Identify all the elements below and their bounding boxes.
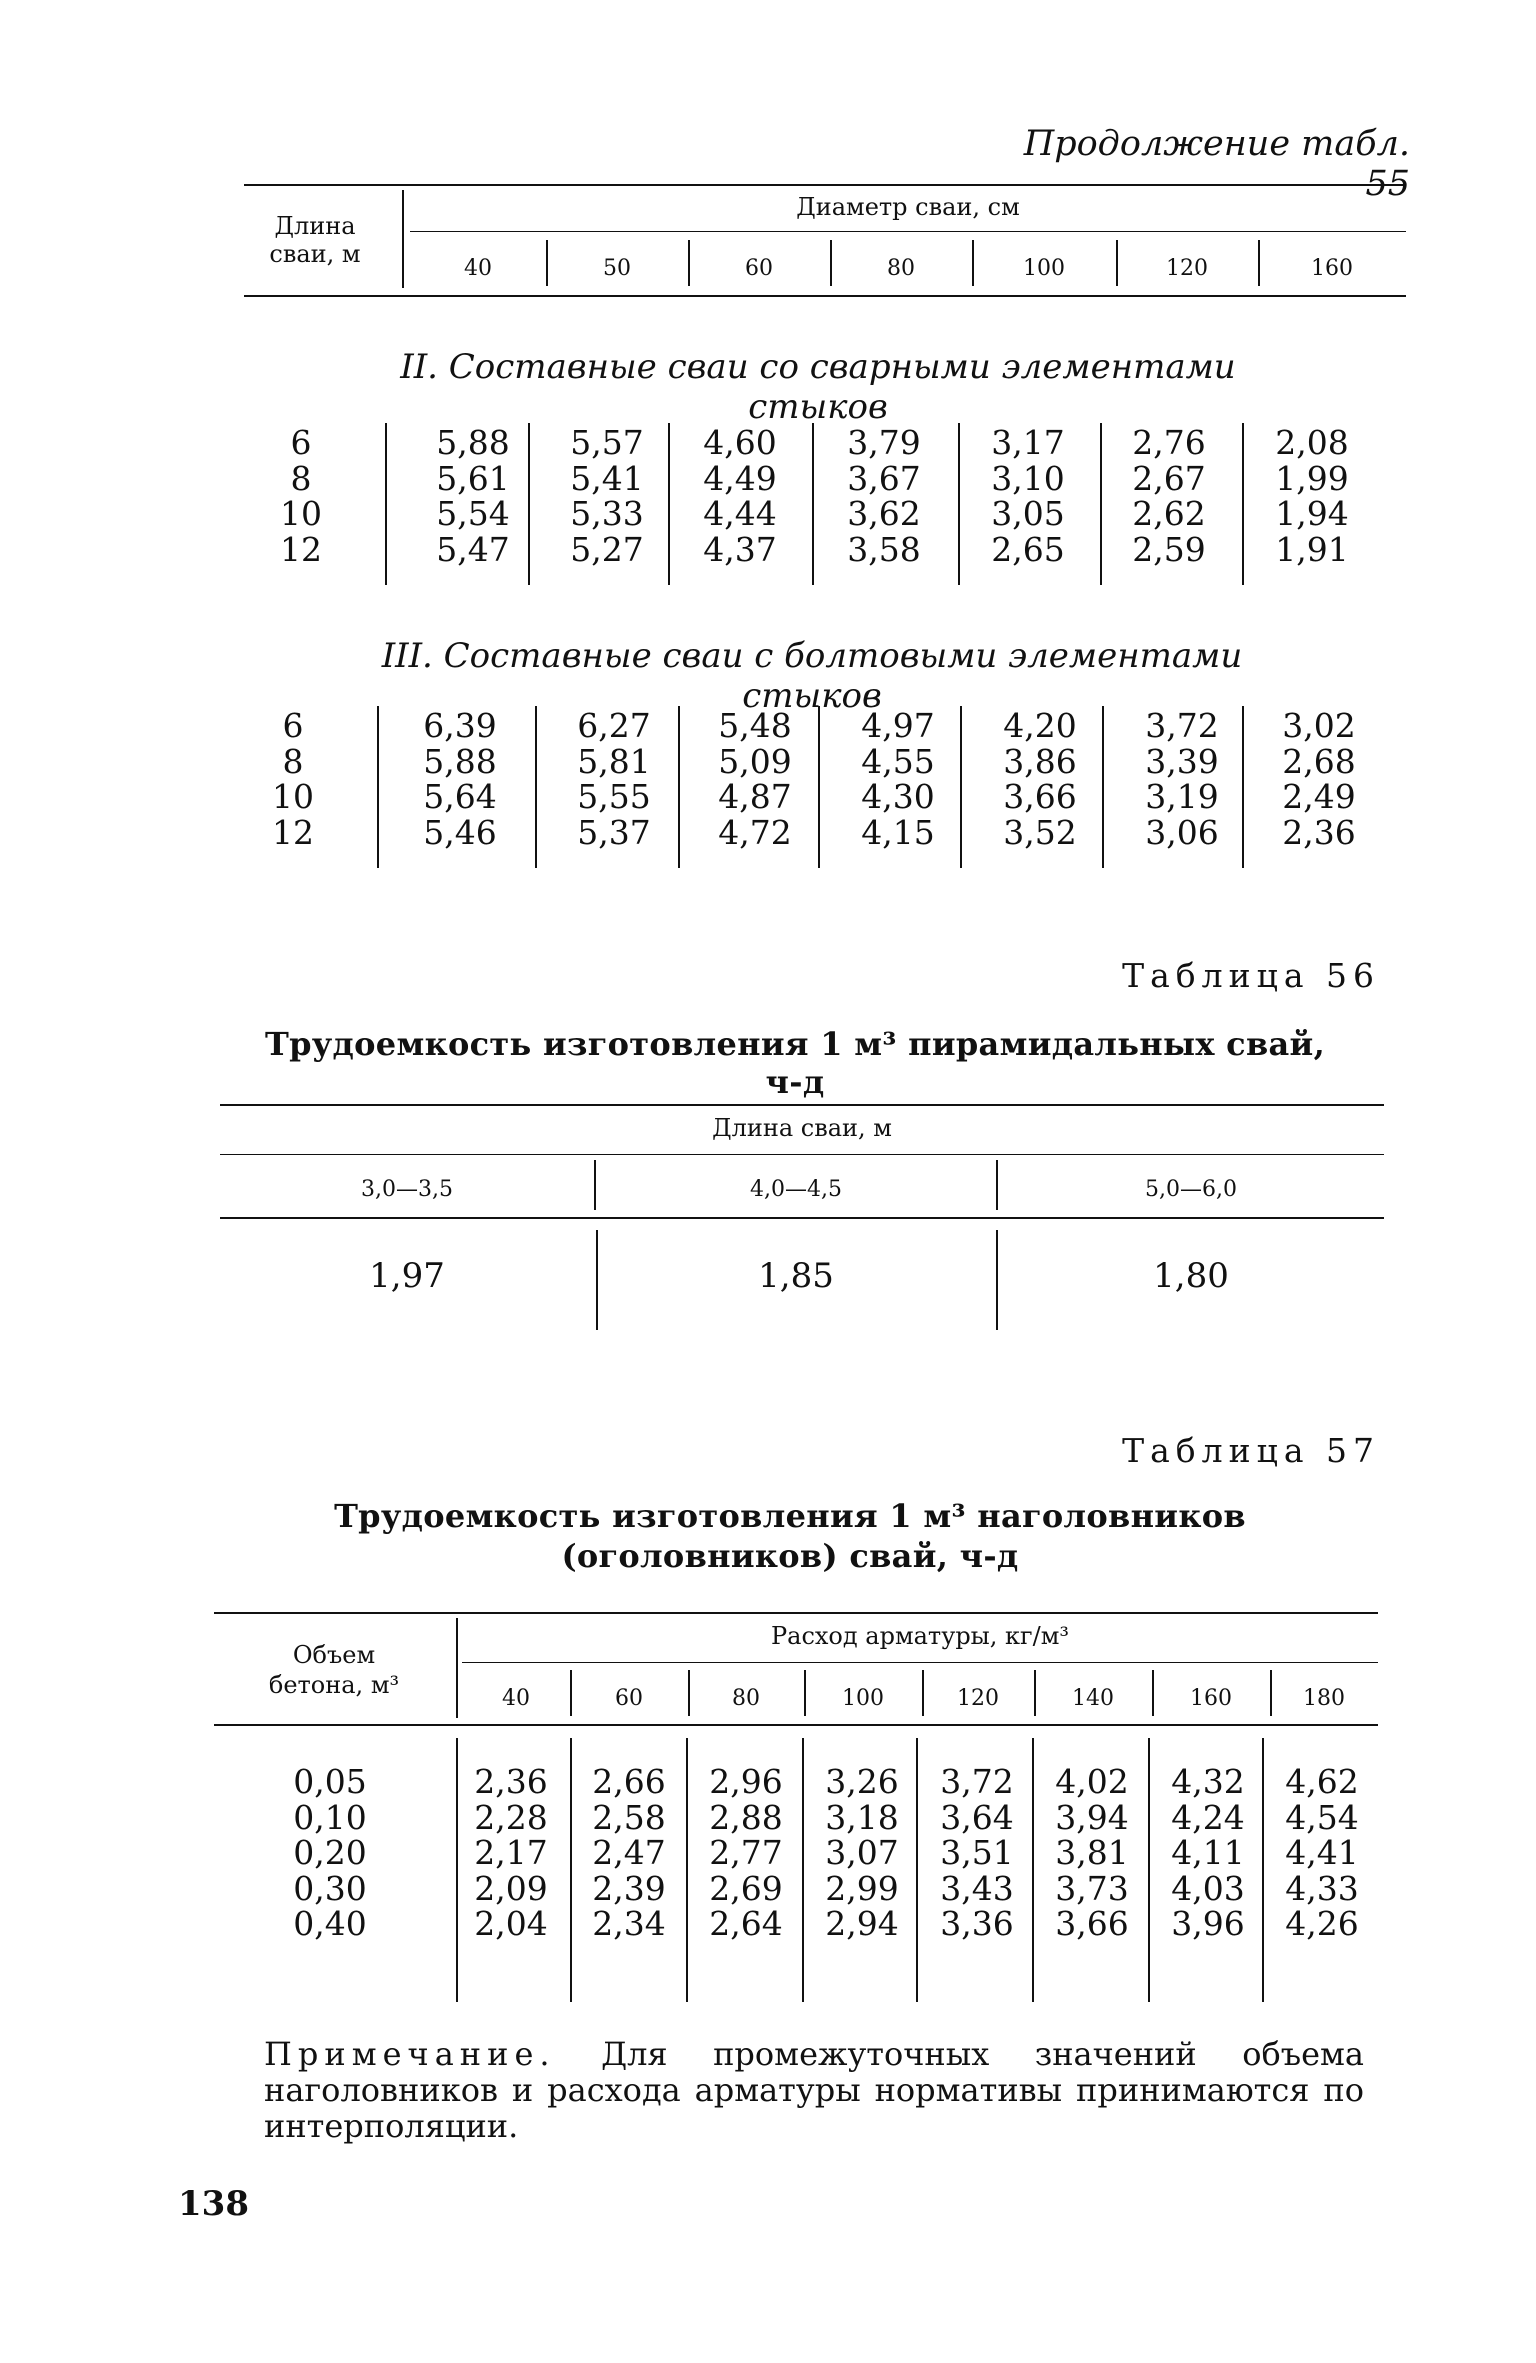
value-cell: 2,17 <box>474 1833 548 1872</box>
t56-group-rule <box>220 1154 1384 1155</box>
value-cell: 1,94 <box>1275 494 1349 533</box>
value-cell: 3,51 <box>940 1833 1014 1872</box>
value-cell: 4,37 <box>703 529 777 569</box>
rate-divider <box>1270 1670 1272 1716</box>
column-divider <box>385 423 387 585</box>
value-cell: 2,36 <box>1282 812 1356 852</box>
t57-top-rule <box>214 1612 1378 1614</box>
value-cell: 3,64 <box>940 1797 1014 1837</box>
value-cell: 3,10 <box>991 458 1065 498</box>
t57-title-line2: (оголовников) свай, ч-д <box>561 1537 1019 1575</box>
value-cell: 2,34 <box>592 1904 666 1943</box>
value-cell: 3,96 <box>1171 1904 1245 1943</box>
t56-range-1: 3,0—3,5 <box>361 1177 453 1202</box>
length-10: 10 <box>280 494 322 533</box>
diameter-divider <box>1116 240 1118 286</box>
t57-label: Таблица 57 <box>1122 1431 1380 1470</box>
column-divider <box>802 1738 804 2002</box>
value-cell: 5,37 <box>577 812 651 852</box>
column-divider <box>818 706 820 868</box>
t56-header-bottom-rule <box>220 1217 1384 1219</box>
rate-80: 80 <box>732 1686 760 1711</box>
value-cell: 3,06 <box>1145 812 1219 852</box>
value-cell: 3,62 <box>847 494 921 533</box>
rate-140: 140 <box>1072 1686 1114 1711</box>
value-cell: 2,77 <box>709 1833 783 1872</box>
column-divider <box>916 1738 918 2002</box>
diameter-40: 40 <box>464 256 492 281</box>
t57-header-divider <box>456 1618 458 1718</box>
value-cell: 2,67 <box>1132 458 1206 498</box>
value-column-80 <box>810 425 958 567</box>
value-cell: 2,64 <box>709 1904 783 1943</box>
value-cell: 2,88 <box>709 1797 783 1837</box>
column-divider <box>958 423 960 585</box>
value-cell: 3,81 <box>1055 1833 1129 1872</box>
value-cell: 4,11 <box>1171 1833 1245 1872</box>
value-cell: 3,36 <box>940 1904 1014 1943</box>
value-cell: 2,69 <box>709 1868 783 1908</box>
t57-title-line1: Трудоемкость изготовления 1 м³ наголовников <box>334 1497 1246 1535</box>
value-column-140 <box>1034 1764 1150 1942</box>
note-text: Для промежуточных значений объема наголовников и расхода арматуры нормативы принимаются по интерполяции. <box>264 2035 1365 2145</box>
diameter-divider <box>1258 240 1260 286</box>
column-divider <box>1242 706 1244 868</box>
rate-160: 160 <box>1190 1686 1232 1711</box>
column-divider <box>570 1738 572 2002</box>
value-column-60 <box>570 1764 688 1942</box>
value-cell: 3,72 <box>940 1762 1014 1801</box>
t56-range-3: 5,0—6,0 <box>1145 1177 1237 1202</box>
value-column-40 <box>376 708 544 850</box>
column-divider <box>686 1738 688 2002</box>
value-cell: 2,04 <box>474 1904 548 1943</box>
diameter-80: 80 <box>887 256 915 281</box>
value-column-100 <box>804 1764 920 1942</box>
diameter-100: 100 <box>1023 256 1065 281</box>
value-cell: 4,33 <box>1285 1868 1359 1908</box>
value-cell: 3,94 <box>1055 1797 1129 1837</box>
length-column <box>256 425 346 567</box>
value-cell: 2,58 <box>592 1797 666 1837</box>
value-cell: 2,36 <box>474 1762 548 1801</box>
diameter-120: 120 <box>1166 256 1208 281</box>
t57-group-rule <box>462 1662 1378 1663</box>
value-cell: 3,67 <box>847 458 921 498</box>
t55-group-header: Диаметр сваи, см <box>796 193 1020 221</box>
value-column-120 <box>920 1764 1034 1942</box>
page-number: 138 <box>178 2184 249 2224</box>
value-cell: 3,58 <box>847 529 921 569</box>
t55-row-header-line2: сваи, м <box>269 240 361 268</box>
diameter-divider <box>688 240 690 286</box>
note-label: Примечание. <box>264 2035 556 2073</box>
value-cell: 3,19 <box>1145 777 1219 816</box>
value-column-160 <box>1240 425 1384 567</box>
value-cell: 3,02 <box>1282 706 1356 745</box>
value-cell: 2,08 <box>1275 423 1349 462</box>
value-column-40 <box>452 1764 570 1942</box>
value-column-160 <box>1150 1764 1266 1942</box>
value-column-50 <box>544 708 684 850</box>
rate-40: 40 <box>502 1686 530 1711</box>
diameter-divider <box>830 240 832 286</box>
value-cell: 2,49 <box>1282 777 1356 816</box>
value-cell: 5,61 <box>436 458 510 498</box>
value-cell: 2,68 <box>1282 741 1356 781</box>
value-cell: 4,44 <box>703 494 777 533</box>
value-cell: 4,87 <box>718 777 792 816</box>
column-divider <box>1242 423 1244 585</box>
length-10: 10 <box>272 777 314 816</box>
value-cell: 4,60 <box>703 423 777 462</box>
value-cell: 5,55 <box>577 777 651 816</box>
value-cell: 4,32 <box>1171 1762 1245 1801</box>
length-8: 8 <box>282 741 304 781</box>
t56-range-2: 4,0—4,5 <box>750 1177 842 1202</box>
value-cell: 4,02 <box>1055 1762 1129 1801</box>
t56-title: Трудоемкость изготовления 1 м³ пирамидальных свай, ч-д <box>264 1025 1326 1101</box>
value-cell: 4,62 <box>1285 1762 1359 1801</box>
value-cell: 4,41 <box>1285 1833 1359 1872</box>
value-cell: 2,47 <box>592 1833 666 1872</box>
value-cell: 1,99 <box>1275 458 1349 498</box>
length-12: 12 <box>280 529 322 569</box>
column-divider <box>528 423 530 585</box>
value-cell: 4,72 <box>718 812 792 852</box>
value-column-50 <box>544 425 670 567</box>
diameter-divider <box>546 240 548 286</box>
column-divider <box>812 423 814 585</box>
value-cell: 5,46 <box>423 812 497 852</box>
value-cell: 4,20 <box>1003 706 1077 745</box>
rate-divider <box>688 1670 690 1716</box>
length-8: 8 <box>290 458 312 498</box>
value-cell: 3,39 <box>1145 741 1219 781</box>
rate-divider <box>922 1670 924 1716</box>
value-cell: 2,28 <box>474 1797 548 1837</box>
value-column-120 <box>1098 425 1240 567</box>
value-cell: 6,27 <box>577 706 651 745</box>
volume-1: 0,10 <box>293 1797 367 1837</box>
value-cell: 2,59 <box>1132 529 1206 569</box>
value-cell: 2,76 <box>1132 423 1206 462</box>
value-cell: 5,81 <box>577 741 651 781</box>
value-cell: 5,41 <box>570 458 644 498</box>
t55-row-header-line1: Длина <box>274 212 356 240</box>
value-cell: 2,09 <box>474 1868 548 1908</box>
t57-row-header-line1: Объем <box>292 1641 376 1669</box>
value-cell: 3,72 <box>1145 706 1219 745</box>
volume-0: 0,05 <box>293 1762 367 1801</box>
value-column-40 <box>402 425 544 567</box>
t55-header-bottom-rule <box>244 295 1406 297</box>
value-cell: 3,07 <box>825 1833 899 1872</box>
diameter-60: 60 <box>745 256 773 281</box>
t55-section3-title: III. Составные сваи с болтовыми элементами стыков <box>381 636 1243 716</box>
value-cell: 3,66 <box>1055 1904 1129 1943</box>
value-cell: 2,65 <box>991 529 1065 569</box>
rate-180: 180 <box>1303 1686 1345 1711</box>
value-cell: 5,64 <box>423 777 497 816</box>
t57-header-bottom-rule <box>214 1724 1378 1726</box>
continuation-caption: Продолжение табл. 55 <box>1023 124 1410 204</box>
column-divider <box>1262 1738 1264 2002</box>
t56-value-2: 1,85 <box>758 1256 834 1296</box>
volume-3: 0,30 <box>293 1868 367 1908</box>
rate-60: 60 <box>615 1686 643 1711</box>
t57-row-header-line2: бетона, м³ <box>268 1671 400 1699</box>
t57-group-header: Расход арматуры, кг/м³ <box>770 1622 1069 1650</box>
rate-divider <box>1152 1670 1154 1716</box>
value-cell: 4,55 <box>861 741 935 781</box>
value-cell: 3,66 <box>1003 777 1077 816</box>
value-cell: 4,97 <box>861 706 935 745</box>
value-cell: 3,05 <box>991 494 1065 533</box>
note <box>264 2036 1364 2144</box>
value-cell: 5,88 <box>436 423 510 462</box>
column-divider <box>668 423 670 585</box>
value-cell: 3,18 <box>825 1797 899 1837</box>
value-column-180 <box>1266 1764 1378 1942</box>
t55-section2-title: II. Составные сваи со сварными элементами стыков <box>400 347 1236 427</box>
value-column-100 <box>958 425 1098 567</box>
t55-top-rule <box>244 184 1406 186</box>
value-cell: 2,39 <box>592 1868 666 1908</box>
value-cell: 3,79 <box>847 423 921 462</box>
value-cell: 3,43 <box>940 1868 1014 1908</box>
value-cell: 3,52 <box>1003 812 1077 852</box>
value-cell: 4,03 <box>1171 1868 1245 1908</box>
rate-divider <box>804 1670 806 1716</box>
diameter-divider <box>972 240 974 286</box>
length-6: 6 <box>282 706 304 745</box>
column-divider <box>678 706 680 868</box>
value-cell: 5,47 <box>436 529 510 569</box>
value-cell: 4,49 <box>703 458 777 498</box>
value-cell: 5,88 <box>423 741 497 781</box>
value-cell: 5,54 <box>436 494 510 533</box>
t56-value-1: 1,97 <box>369 1256 445 1296</box>
volume-4: 0,40 <box>293 1904 367 1943</box>
column-divider <box>1032 1738 1034 2002</box>
value-column-120 <box>1110 708 1254 850</box>
rate-120: 120 <box>957 1686 999 1711</box>
value-column-80 <box>688 1764 804 1942</box>
value-column-60 <box>670 425 810 567</box>
value-cell: 5,48 <box>718 706 792 745</box>
t56-label: Таблица 56 <box>1122 956 1380 995</box>
value-cell: 5,27 <box>570 529 644 569</box>
value-cell: 1,91 <box>1275 529 1349 569</box>
value-cell: 5,09 <box>718 741 792 781</box>
value-cell: 2,66 <box>592 1762 666 1801</box>
value-cell: 5,33 <box>570 494 644 533</box>
t55-group-rule <box>410 231 1406 232</box>
t55-header-divider <box>402 190 404 288</box>
rate-divider <box>1034 1670 1036 1716</box>
value-cell: 2,62 <box>1132 494 1206 533</box>
value-column-100 <box>970 708 1110 850</box>
value-cell: 2,96 <box>709 1762 783 1801</box>
t56-value-3: 1,80 <box>1153 1256 1229 1296</box>
value-cell: 4,30 <box>861 777 935 816</box>
value-cell: 3,86 <box>1003 741 1077 781</box>
t56-top-rule <box>220 1104 1384 1106</box>
column-divider <box>960 706 962 868</box>
value-column-80 <box>826 708 970 850</box>
t56-group-header: Длина сваи, м <box>712 1114 892 1142</box>
length-column <box>248 708 338 850</box>
t57-row-header <box>214 1640 454 1700</box>
diameter-160: 160 <box>1311 256 1353 281</box>
column-divider <box>1148 1738 1150 2002</box>
t55-row-header <box>250 212 380 268</box>
length-12: 12 <box>272 812 314 852</box>
value-column-160 <box>1254 708 1384 850</box>
length-6: 6 <box>290 423 312 462</box>
volume-column <box>270 1764 390 1942</box>
value-cell: 5,57 <box>570 423 644 462</box>
column-divider <box>535 706 537 868</box>
column-divider <box>456 1738 458 2002</box>
rate-100: 100 <box>842 1686 884 1711</box>
volume-2: 0,20 <box>293 1833 367 1872</box>
value-cell: 3,73 <box>1055 1868 1129 1908</box>
diameter-50: 50 <box>603 256 631 281</box>
value-cell: 2,99 <box>825 1868 899 1908</box>
value-column-60 <box>684 708 826 850</box>
value-cell: 3,26 <box>825 1762 899 1801</box>
value-cell: 6,39 <box>423 706 497 745</box>
value-cell: 4,54 <box>1285 1797 1359 1837</box>
value-cell: 4,24 <box>1171 1797 1245 1837</box>
value-cell: 4,15 <box>861 812 935 852</box>
value-cell: 3,17 <box>991 423 1065 462</box>
column-divider <box>1100 423 1102 585</box>
value-cell: 4,26 <box>1285 1904 1359 1943</box>
column-divider <box>377 706 379 868</box>
column-divider <box>1102 706 1104 868</box>
rate-divider <box>570 1670 572 1716</box>
value-cell: 2,94 <box>825 1904 899 1943</box>
